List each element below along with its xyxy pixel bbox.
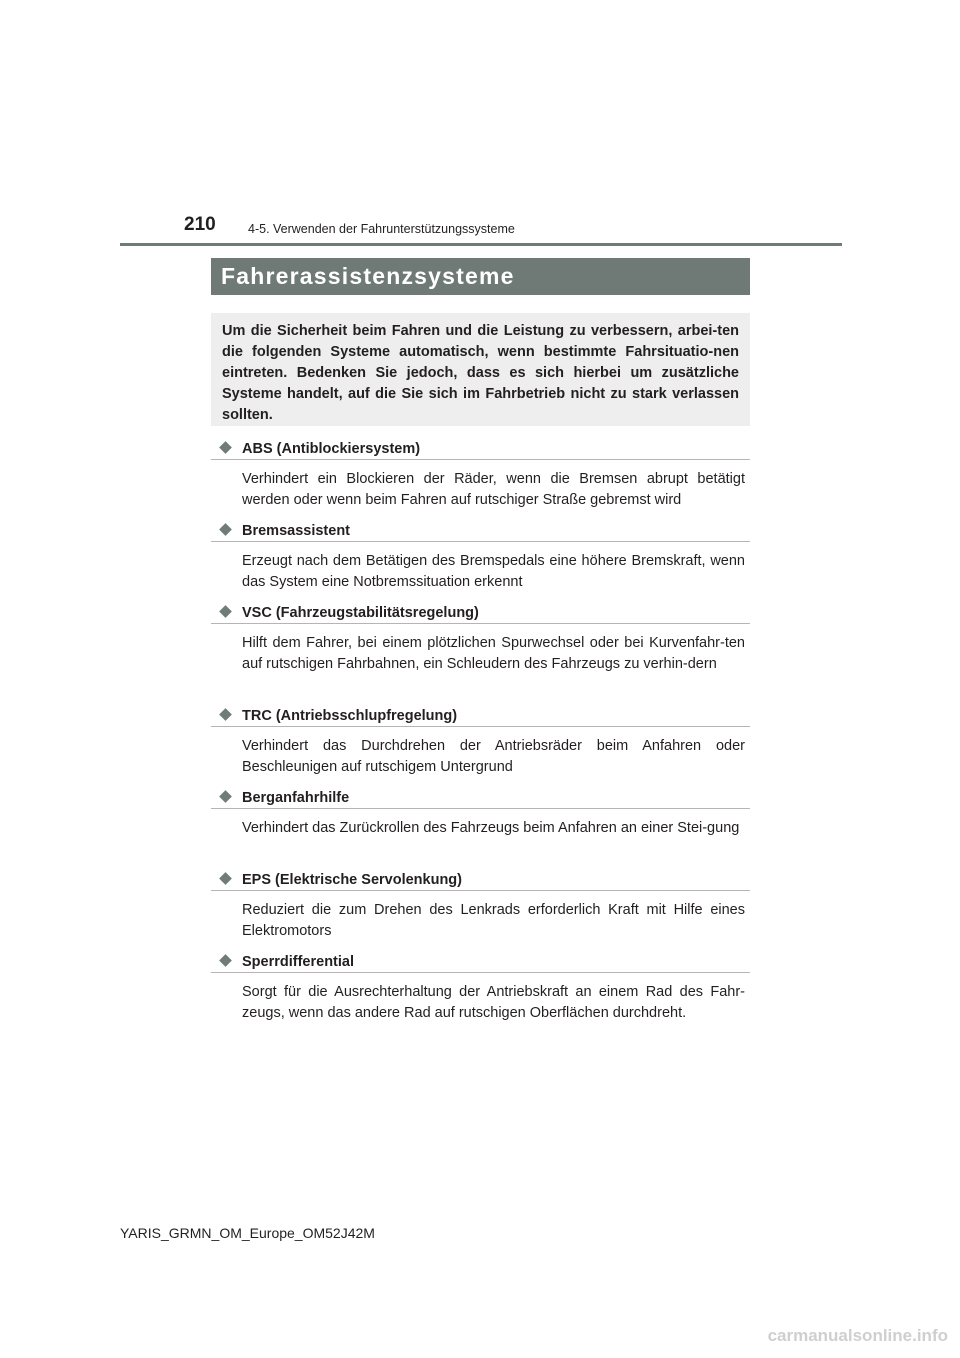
feature-description: Reduziert die zum Drehen des Lenkrads erforderlich Kraft mit Hilfe eines Elektromotors xyxy=(242,902,745,939)
feature-heading xyxy=(211,871,750,891)
feature-title: Bremsassistent xyxy=(242,523,350,539)
diamond-icon xyxy=(219,708,232,721)
feature-heading xyxy=(211,440,750,460)
feature-heading xyxy=(211,604,750,624)
page-number: 210 xyxy=(184,214,216,235)
watermark: carmanualsonline.info xyxy=(767,1326,948,1345)
feature-trc xyxy=(211,707,750,778)
feature-limited-slip xyxy=(211,953,750,1024)
footer-document-id: YARIS_GRMN_OM_Europe_OM52J42M xyxy=(120,1225,375,1241)
feature-vsc xyxy=(211,604,750,675)
diamond-icon xyxy=(219,790,232,803)
feature-description: Sorgt für die Ausrechterhaltung der Antriebskraft an einem Rad des Fahr-zeugs, wenn das andere Rad auf rutschigen Oberflächen durchdreht. xyxy=(242,984,745,1021)
diamond-icon xyxy=(219,523,232,536)
feature-heading xyxy=(211,789,750,809)
feature-brake-assist xyxy=(211,522,750,593)
diamond-icon xyxy=(219,954,232,967)
intro-text: Um die Sicherheit beim Fahren und die Leistung zu verbessern, arbei-ten die folgenden Systeme automatisch, wenn bestimmte Fahrsituatio-nen eintreten. Bedenken Sie jedoch, dass es sich hierbei um zusätzliche Systeme handelt, auf die Sie sich im Fahrbetrieb nicht zu stark verlassen sollten. xyxy=(222,323,739,423)
chapter-title: 4-5. Verwenden der Fahrunterstützungssysteme xyxy=(248,222,515,236)
feature-title: EPS (Elektrische Servolenkung) xyxy=(242,872,462,888)
feature-title: TRC (Antriebsschlupfregelung) xyxy=(242,708,458,724)
feature-abs xyxy=(211,440,750,511)
feature-title: VSC (Fahrzeugstabilitätsregelung) xyxy=(242,605,479,621)
feature-heading xyxy=(211,707,750,727)
diamond-icon xyxy=(219,441,232,454)
feature-title: Berganfahrhilfe xyxy=(242,790,350,806)
diamond-icon xyxy=(219,872,232,885)
feature-description: Verhindert das Durchdrehen der Antriebsräder beim Anfahren oder Beschleunigen auf rutschigem Untergrund xyxy=(242,738,745,775)
feature-description: Erzeugt nach dem Betätigen des Bremspedals eine höhere Bremskraft, wenn das System eine Notbremssituation erkennt xyxy=(242,553,745,590)
feature-description: Verhindert das Zurückrollen des Fahrzeugs beim Anfahren an einer Stei-gung xyxy=(242,820,740,836)
intro-box xyxy=(211,313,750,426)
feature-hill-start xyxy=(211,789,750,839)
feature-title: ABS (Antiblockiersystem) xyxy=(242,441,421,457)
section-title: Fahrerassistenzsysteme xyxy=(211,258,750,295)
header-rule xyxy=(120,243,842,246)
feature-title: Sperrdifferential xyxy=(242,954,354,970)
feature-heading xyxy=(211,522,750,542)
feature-description: Hilft dem Fahrer, bei einem plötzlichen Spurwechsel oder bei Kurvenfahr-ten auf rutschigen Fahrbahnen, ein Schleudern des Fahrzeugs zu verhin-dern xyxy=(242,635,745,672)
diamond-icon xyxy=(219,605,232,618)
feature-eps xyxy=(211,871,750,942)
feature-heading xyxy=(211,953,750,973)
feature-description: Verhindert ein Blockieren der Räder, wenn die Bremsen abrupt betätigt werden oder wenn beim Fahren auf rutschiger Straße gebremst wird xyxy=(242,471,745,508)
